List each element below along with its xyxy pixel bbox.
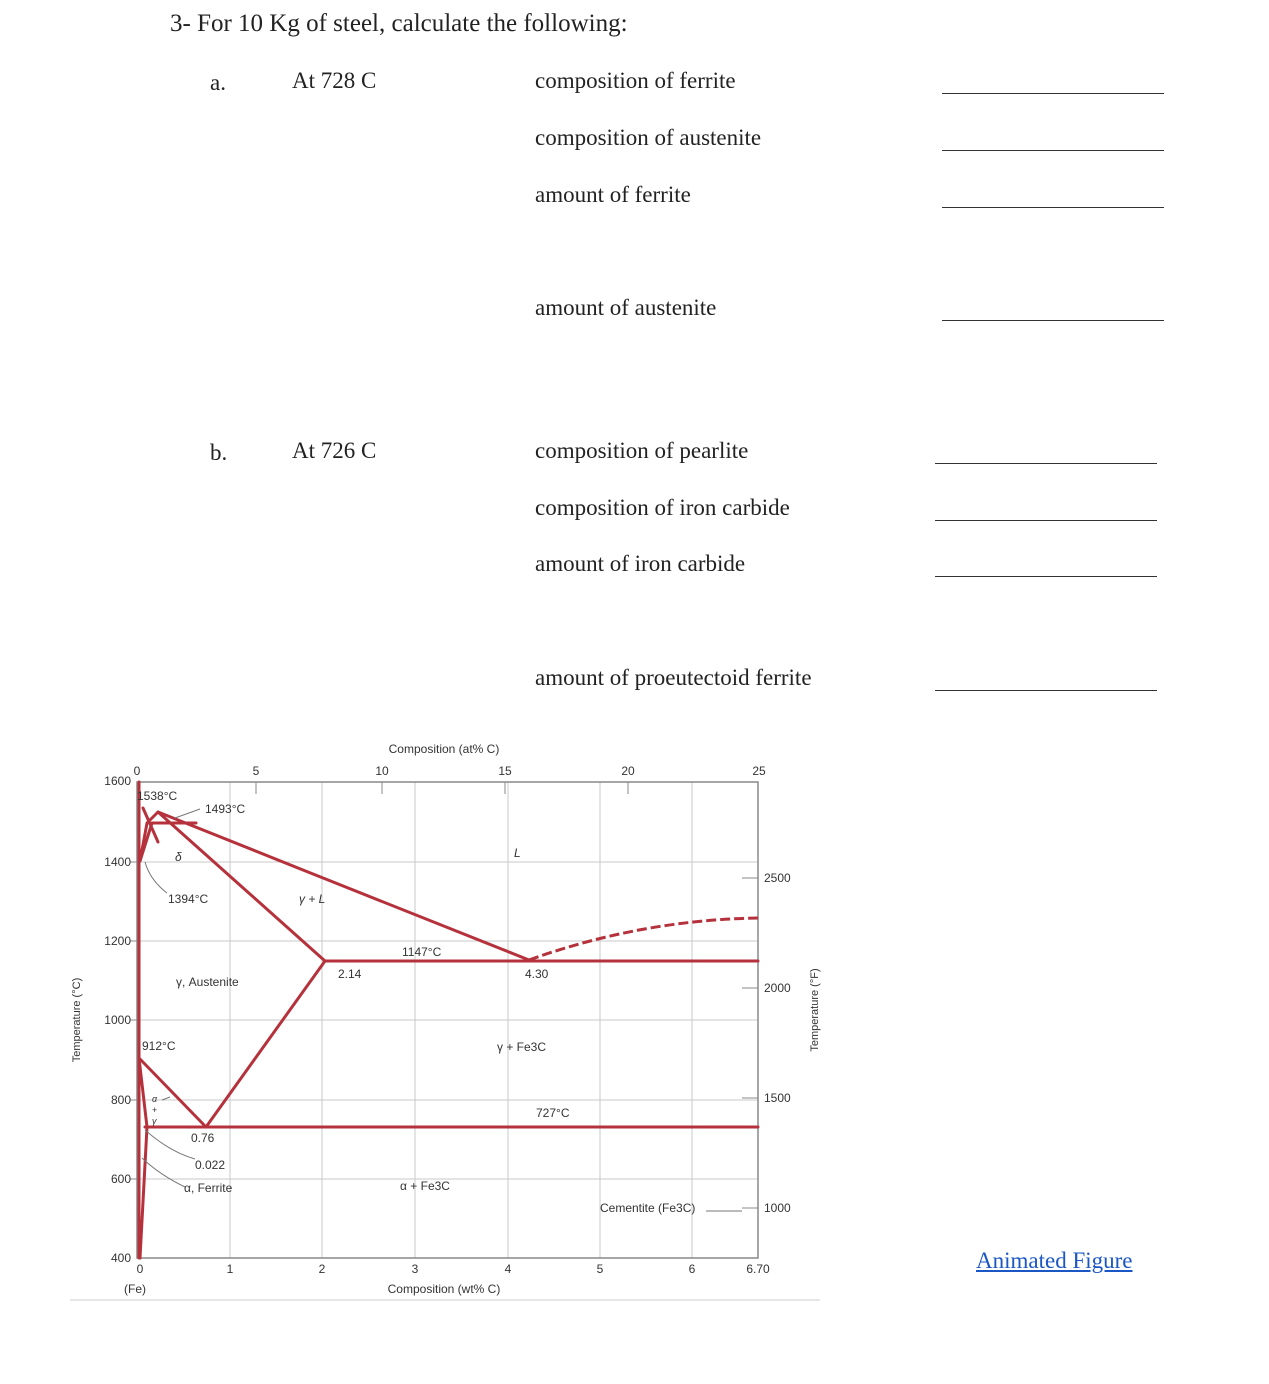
label-gamma-plus-liquid: γ + L <box>299 892 326 906</box>
left-tick-600: 600 <box>110 1172 131 1186</box>
bottom-tick-2: 2 <box>318 1262 326 1276</box>
right-tick-1500: 1500 <box>764 1091 791 1105</box>
bottom-fe-label: (Fe) <box>124 1282 146 1296</box>
part-a-temperature: At 728 C <box>292 68 377 93</box>
bottom-tick-3: 3 <box>411 1262 419 1276</box>
part-a-item-austenite-composition: composition of austenite <box>535 125 762 150</box>
label-0-022: 0.022 <box>195 1158 226 1172</box>
bottom-tick-1: 1 <box>226 1262 234 1276</box>
cementite-liquidus-dashed <box>529 918 758 960</box>
left-axis-title: Temperature (°C) <box>71 977 83 1063</box>
label-2-14: 2.14 <box>338 967 362 981</box>
label-plus-small: + <box>152 1105 158 1115</box>
left-tick-400: 400 <box>110 1251 131 1265</box>
question-title: 3- For 10 Kg of steel, calculate the following: <box>170 10 628 37</box>
label-ferrite: α, Ferrite <box>184 1181 233 1195</box>
label-1394c: 1394°C <box>168 892 209 906</box>
bottom-axis-title: Composition (wt% C) <box>387 1282 501 1296</box>
top-tick-20: 20 <box>621 764 635 778</box>
label-1493c: 1493°C <box>205 802 246 816</box>
left-tick-800: 800 <box>110 1093 131 1107</box>
right-tick-2500: 2500 <box>764 871 791 885</box>
right-tick-1000: 1000 <box>764 1201 791 1215</box>
bottom-tick-5: 5 <box>596 1262 604 1276</box>
bottom-tick-0: 0 <box>136 1262 144 1276</box>
leader-lines <box>142 809 742 1211</box>
solidus-line <box>158 812 325 961</box>
part-a-item-ferrite-amount: amount of ferrite <box>535 182 691 207</box>
part-b-letter: b. <box>210 440 228 465</box>
label-cementite: Cementite (Fe3C) <box>600 1201 696 1215</box>
left-tick-1600: 1600 <box>104 774 131 788</box>
top-tick-10: 10 <box>375 764 389 778</box>
part-a-item-austenite-amount: amount of austenite <box>535 295 717 320</box>
left-tick-1400: 1400 <box>104 855 131 869</box>
top-tick-25: 25 <box>752 764 766 778</box>
label-alpha-plus-fe3c: α + Fe3C <box>400 1179 450 1193</box>
label-912c: 912°C <box>142 1039 176 1053</box>
part-b-item-iron-carbide-composition: composition of iron carbide <box>535 495 790 520</box>
bottom-tick-6: 6 <box>688 1262 696 1276</box>
liquidus-line <box>140 812 529 960</box>
animated-figure-link[interactable]: Animated Figure <box>976 1248 1133 1273</box>
right-tick-2000: 2000 <box>764 981 791 995</box>
a3-line <box>139 1058 206 1127</box>
label-0-76: 0.76 <box>191 1131 215 1145</box>
label-delta: δ <box>175 850 182 864</box>
label-727c: 727°C <box>536 1106 570 1120</box>
label-1538c: 1538°C <box>137 789 178 803</box>
axis-ticks <box>130 782 758 1208</box>
part-b-item-iron-carbide-amount: amount of iron carbide <box>535 551 746 576</box>
bottom-tick-670: 6.70 <box>746 1262 770 1276</box>
label-liquid: L <box>514 846 521 860</box>
top-tick-5: 5 <box>252 764 260 778</box>
label-4-30: 4.30 <box>525 967 549 981</box>
label-gamma-small: γ <box>152 1116 157 1126</box>
label-1147c: 1147°C <box>402 945 442 959</box>
top-axis-title: Composition (at% C) <box>388 742 500 756</box>
part-b-item-pearlite-composition: composition of pearlite <box>535 438 749 463</box>
part-a-letter: a. <box>210 70 226 95</box>
bottom-tick-4: 4 <box>504 1262 512 1276</box>
top-tick-15: 15 <box>498 764 512 778</box>
left-tick-1000: 1000 <box>104 1013 131 1027</box>
part-a-item-ferrite-composition: composition of ferrite <box>535 68 736 93</box>
part-b-item-proeutectoid-ferrite-amount: amount of proeutectoid ferrite <box>535 665 812 690</box>
label-gamma-plus-fe3c: γ + Fe3C <box>497 1040 547 1054</box>
left-tick-1200: 1200 <box>104 934 131 948</box>
right-axis-title: Temperature (°F) <box>809 968 821 1052</box>
part-b-temperature: At 726 C <box>292 438 377 463</box>
label-alpha-small: α <box>152 1094 158 1104</box>
top-tick-0: 0 <box>133 764 141 778</box>
label-austenite: γ, Austenite <box>176 975 239 989</box>
